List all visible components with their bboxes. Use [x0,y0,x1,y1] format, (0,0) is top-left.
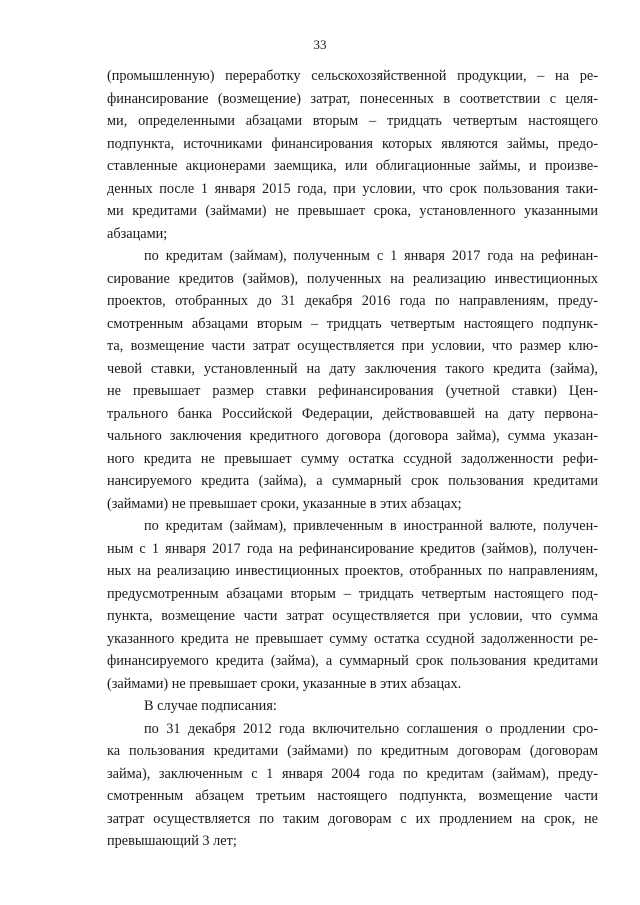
text-line: финансирование (возмещение) затрат, понесенных в соответствии с целя- [107,90,598,107]
text-line: ми кредитами (займами) не превышает срока, установленного указанными [107,203,598,219]
text-line: абзацами; [107,225,168,242]
text-line: чального заключения кредитного договора (договора займа), сумма указан- [107,428,598,444]
text-line: указанного кредита не превышает сумму остатка ссудной задолженности ре- [107,630,598,647]
text-line: чевой ставки, установленный на дату заключения такого кредита (займа), [107,360,598,377]
text-line: по кредитам (займам), привлеченным в иностранной валюте, получен- [144,518,598,534]
text-line: сирование кредитов (займов), полученных на реализацию инвестиционных [107,270,598,287]
text-line: В случае подписания: [144,698,277,714]
text-line: ставленные акционерами заемщика, или облигационные займы, и произве- [107,158,598,174]
text-line: затрат осуществляется по таким договорам с их продлением на срок, не [107,810,598,827]
text-line: пункта, возмещение части затрат осуществляется при условии, что сумма [107,608,598,624]
text-line: ка пользования кредитами (займами) по кредитным договорам (договорам [107,743,598,759]
text-line: нансируемого кредита (займа), а суммарный срок пользования кредитами [107,473,598,489]
text-line: подпункта, источниками финансирования которых являются займы, предо- [107,135,598,152]
text-line: превышающий 3 лет; [107,833,237,849]
text-line: смотренным абзацем третьим настоящего подпункта, возмещение части [107,788,598,804]
text-line: трального банка Российской Федерации, действовавшей на дату первона- [107,405,598,422]
text-line: по кредитам (займам), полученным с 1 января 2017 года на рефинан- [144,248,598,264]
text-line: (промышленную) переработку сельскохозяйственной продукции, – на ре- [107,68,598,84]
text-line: ных на реализацию инвестиционных проектов, отобранных по направлениям, [107,563,598,579]
text-line: предусмотренным абзацами вторым – тридцать четвертым настоящего под- [107,585,598,602]
text-line: (займами) не превышает сроки, указанные в этих абзацах; [107,495,462,512]
text-line: займа), заключенным с 1 января 2004 года по кредитам (займам), преду- [107,765,598,782]
text-line: та, возмещение части затрат осуществляется при условии, что размер клю- [107,338,598,354]
document-text [107,65,598,853]
text-line: по 31 декабря 2012 года включительно соглашения о продлении сро- [144,720,598,737]
text-line: финансируемого кредита (займа), а суммарный срок пользования кредитами [107,653,598,669]
text-line: денных после 1 января 2015 года, при условии, что срок пользования таки- [107,180,598,197]
text-line: проектов, отобранных до 31 декабря 2016 года по направлениям, преду- [107,293,598,309]
text-line: (займами) не превышает сроки, указанные в этих абзацах. [107,675,462,692]
text-line: ным с 1 января 2017 года на рефинансирование кредитов (займов), получен- [107,540,598,557]
text-line: смотренным абзацами вторым – тридцать четвертым настоящего подпунк- [107,315,598,332]
text-line: ного кредита не превышает сумму остатка ссудной задолженности рефи- [107,450,598,467]
text-line: ми, определенными абзацами вторым – тридцать четвертым настоящего [107,113,598,129]
page-number: 33 [313,37,327,52]
text-line: не превышает размер ставки рефинансирования (учетной ставки) Цен- [107,383,598,399]
